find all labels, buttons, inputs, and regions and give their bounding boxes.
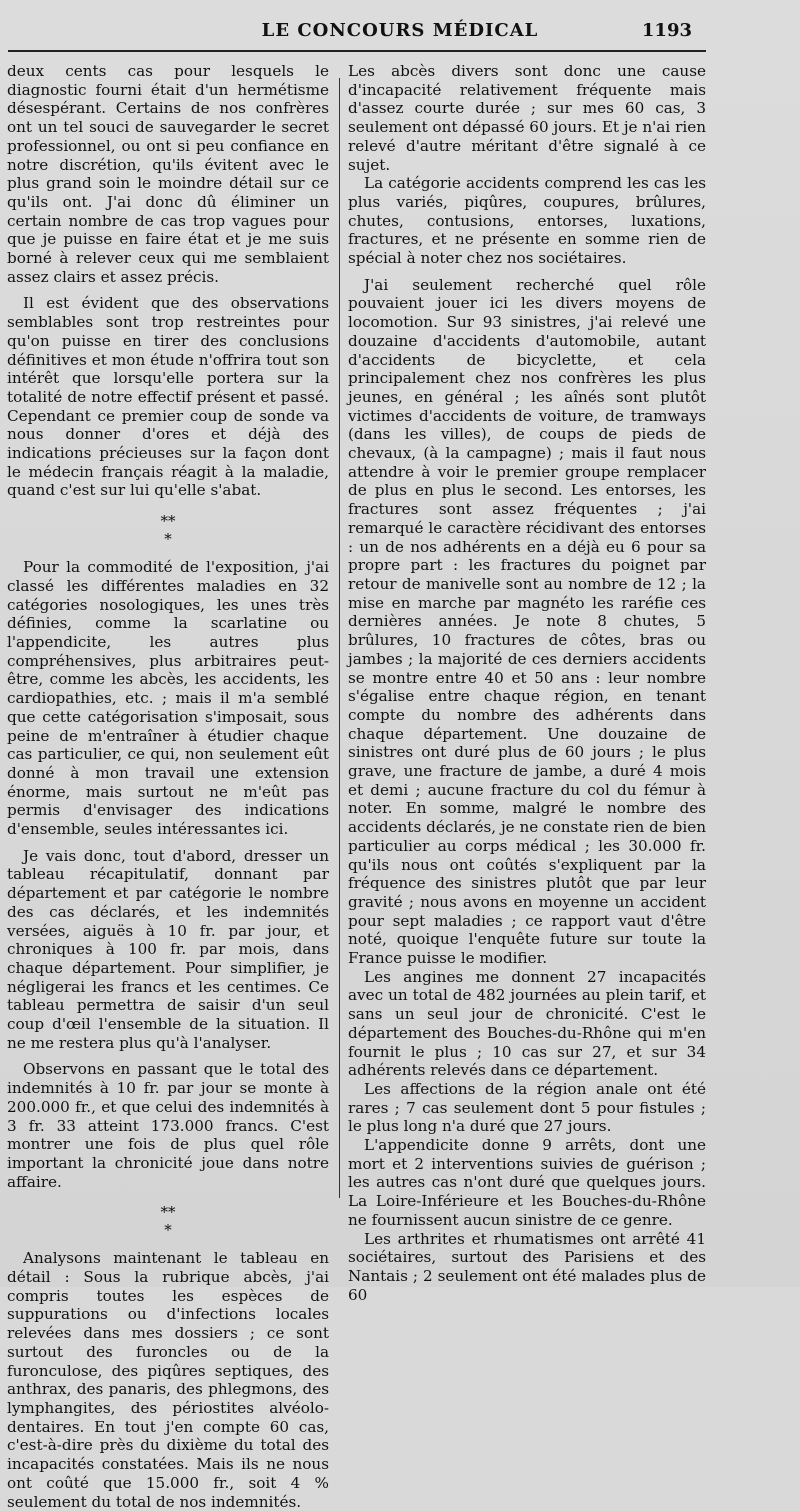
header-rule [8,50,706,52]
right-column [348,62,706,1304]
paragraph: Je vais donc, tout d'abord, dresser un tableau récapitulatif, donnant par département et par catégorie le nombre des cas déclarés, et les indemnités versées, aiguës à 10 fr. par jour, et chroniques à 100 fr. par mois, dans chaque département. Pour simplifier, je négligerai les francs et les centimes. Ce tableau permettra de saisir d'un seul coup d'œil l'ensemble de la situation. Il ne me restera plus qu'à l'analyser. [7,846,329,1052]
paragraph: Pour la commodité de l'exposition, j'ai classé les différentes maladies en 32 catégories nosologiques, les unes très définies, comme la scarlatine ou l'appendicite, les autres plus compréhensives, plus arbitraires peut-être, comme les abcès, les accidents, les cardiopathies, etc. ; mais il m'a semblé que cette catégorisation s'imposait, sous peine de m'entraîner à étudier chaque cas particulier, ce qui, non seulement eût donné à mon travail une extension énorme, mais surtout ne m'eût pas permis d'envisager des indications d'ensemble, seules intéressantes ici. [7,558,329,839]
paragraph: Analysons maintenant le tableau en détail : Sous la rubrique abcès, j'ai compris toutes les espèces de suppurations ou d'infections locales relevées dans mes dossiers ; ce sont surtout des furoncles ou de la furonculose, des piqûres septiques, des anthrax, des panaris, des phlegmons, des lymphangites, des périostites alvéolo-dentaires. En tout j'en compte 60 cas, c'est-à-dire près du dixième du total des incapacités constatées. Mais ils ne nous ont coûté que 15.000 fr., soit 4 % seulement du total de nos indemnités. [7,1249,329,1511]
page-header [0,20,800,48]
paragraph: deux cents cas pour lesquels le diagnostic fourni était d'un hermétisme désespérant. Certains de nos confrères ont un tel souci de sauvegarder le secret professionnel, ou ont si peu confiance en notre discrétion, qu'ils évitent avec le plus grand soin le moindre détail sur ce qu'ils ont. J'ai donc dû éliminer un certain nombre de cas trop vagues pour que je puisse en faire état et je me suis borné à relever ceux qui me semblaient assez clairs et assez précis. [7,62,329,286]
paragraph: Les affections de la région anale ont été rares ; 7 cas seulement dont 5 pour fistules ; le plus long n'a duré que 27 jours. [348,1079,706,1136]
paragraph: Les arthrites et rhumatismes ont arrêté 41 sociétaires, surtout des Parisiens et des Nantais ; 2 seulement ont été malades plus de 60 [348,1229,706,1304]
paragraph: La catégorie accidents comprend les cas les plus variés, piqûres, coupures, brûlures, chutes, contusions, entorses, luxations, fractures, et ne présente en somme rien de spécial à noter chez nos sociétaires. [348,174,706,268]
paragraph: Les angines me donnent 27 incapacités avec un total de 482 journées au plein tarif, et sans un seul jour de chronicité. C'est le département des Bouches-du-Rhône qui m'en fournit le plus ; 10 cas sur 27, et sur 34 adhérents relevés dans ce département. [348,967,706,1080]
paragraph: Les abcès divers sont donc une cause d'incapacité relativement fréquente mais d'assez courte durée ; sur mes 60 cas, 3 seulement ont dépassé 60 jours. Et je n'ai rien relevé d'autre méritant d'être signalé à ce sujet. [348,62,706,174]
page-number: 1193 [641,20,692,41]
section-separator: ** * [160,1203,176,1240]
column-divider [339,78,340,1198]
paragraph: Observons en passant que le total des indemnités à 10 fr. par jour se monte à 200.000 fr., et que celui des indemnités à 3 fr. 33 atteint 173.000 francs. C'est montrer une fois de plus quel rôle important la chronicité joue dans notre affaire. [7,1060,329,1191]
journal-title: LE CONCOURS MÉDICAL [261,20,539,41]
paragraph: L'appendicite donne 9 arrêts, dont une mort et 2 interventions suivies de guérison ; les autres cas n'ont duré que quelques jours. La Loire-Inférieure et les Bouches-du-Rhône ne fournissent aucun sinistre de ce genre. [348,1136,706,1229]
paragraph: Il est évident que des observations semblables sont trop restreintes pour qu'on puisse en tirer des conclusions définitives et mon étude n'offrira tout son intérêt que lorsqu'elle portera sur la totalité de notre effectif présent et passé. Cependant ce premier coup de sonde va nous donner d'ores et déjà des indications précieuses sur la façon dont le médecin français réagit à la maladie, quand c'est sur lui qu'elle s'abat. [7,294,329,500]
left-column [7,62,329,1511]
section-separator: ** * [160,512,176,549]
paragraph: J'ai seulement recherché quel rôle pouvaient jouer ici les divers moyens de locomotion. Sur 93 sinistres, j'ai relevé une douzaine d'accidents d'automobile, autant d'accidents de bicyclette, et cela principalement chez nos confrères les plus jeunes, en général ; les aînés sont plutôt victimes d'accidents de voiture, de tramways (dans les villes), de coups de pieds de chevaux, (à la campagne) ; mais il faut nous attendre à voir le premier groupe remplacer de plus en plus le second. Les entorses, les fractures sont assez fréquentes ; j'ai remarqué le caractère récidivant des entorses : un de nos adhérents en a déjà eu 6 pour sa propre part : les fractures du poignet par retour de manivelle sont au nombre de 12 ; la mise en marche par magnéto les raréfie ces dernières années. Je note 8 chutes, 5 brûlures, 10 fractures de côtes, bras ou jambes ; la majorité de ces derniers accidents se montre entre 40 et 50 ans : leur nombre s'égalise entre chaque région, en tenant compte du nombre des adhérents dans chaque département. Une douzaine de sinistres ont duré plus de 60 jours ; le plus grave, une fracture de jambe, a duré 4 mois et demi ; aucune fracture du col du fémur à noter. En somme, malgré le nombre des accidents déclarés, je ne constate rien de bien particulier au corps médical ; les 30.000 fr. qu'ils nous ont coûtés s'expliquent par la fréquence des sinistres plutôt que par leur gravité ; nous avons en moyenne un accident pour sept maladies ; ce rapport vaut d'être noté, quoique l'enquête future sur toute la France puisse le modifier. [348,275,706,968]
